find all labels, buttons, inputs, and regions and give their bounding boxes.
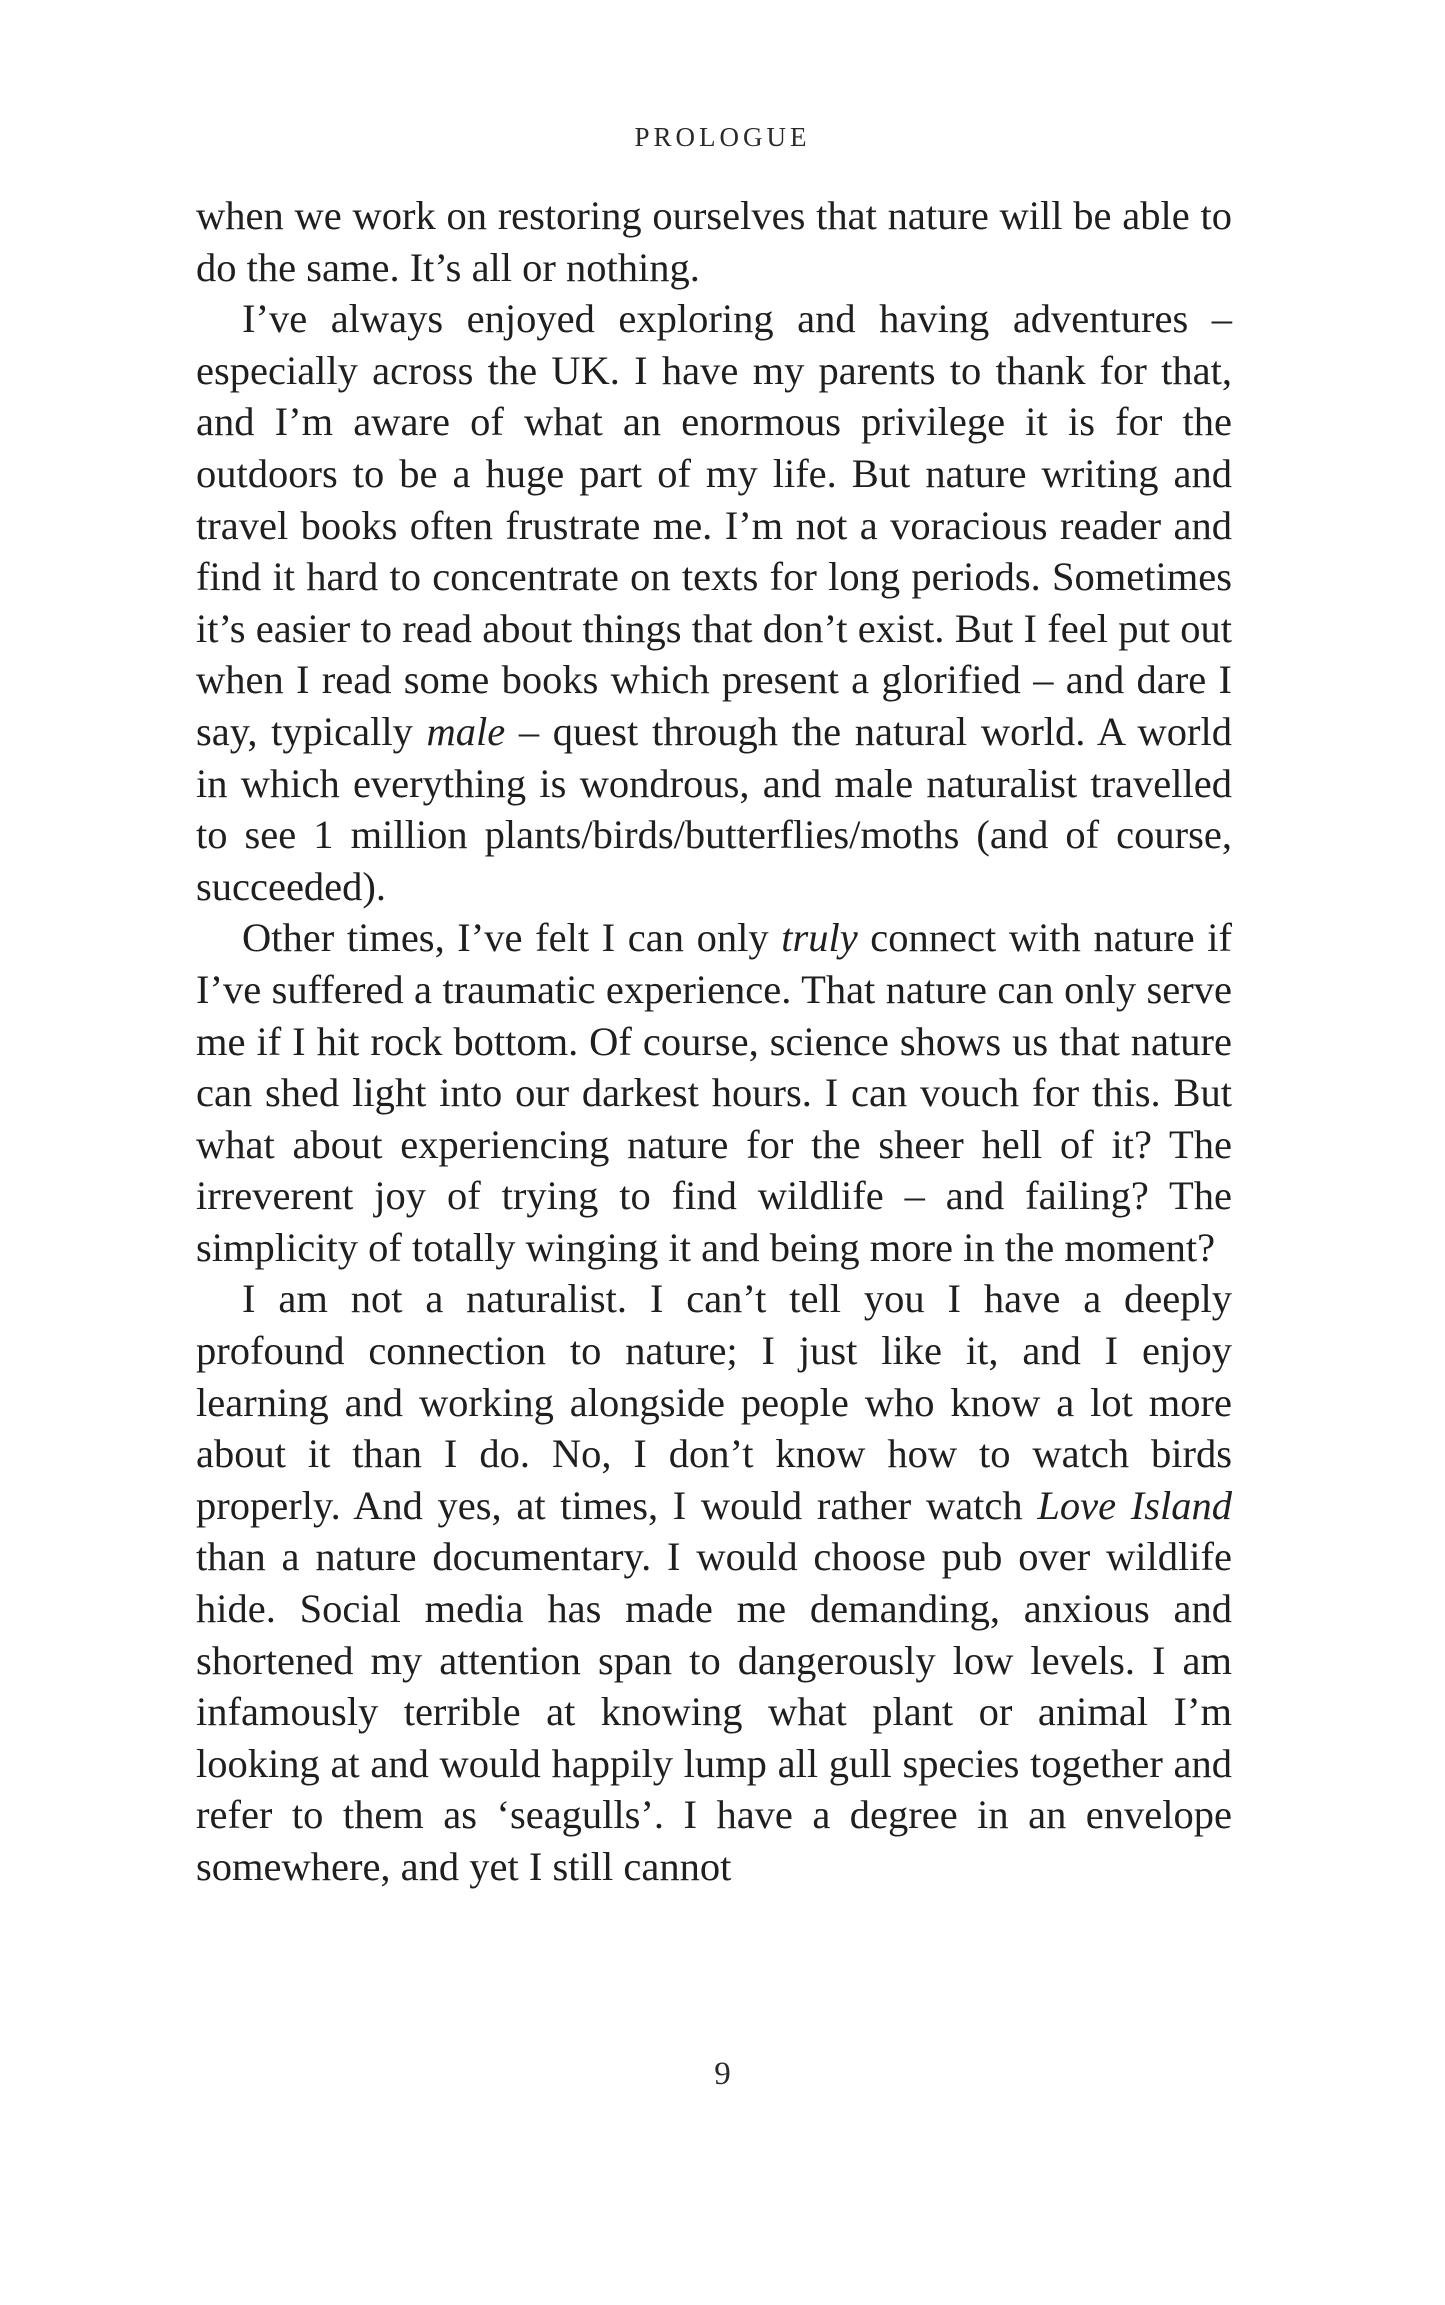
- paragraph-2-text: I’ve always enjoyed exploring and having adventures – especially across the UK. I have my parents to thank for that, and I’m aware of what an enormous privilege it is for the outdoors to be a huge part of my life. But nature writing and travel books often frustrate me. I’m not a voracious reader and find it hard to concentrate on texts for long periods. Sometimes it’s easier to read about things that don’t exist. But I feel put out when I read some books which present a glorified – and dare I say, typically: [196, 296, 1232, 754]
- page-number: 9: [714, 2056, 731, 2092]
- paragraph-4-start: I am not a naturalist. I can’t tell you I have a deeply profound connection to nature; I just like it, and I enjoy learning and working alongside people who know a lot more about it than I do. No, I don’t know how to watch birds properly. And yes, at times, I would rather watch: [196, 1276, 1232, 1528]
- paragraph-2: [196, 293, 1232, 912]
- paragraph-4-end: than a nature documentary. I would choose pub over wildlife hide. Social media has made me demanding, anxious and shortened my attention span to dangerously low levels. I am infamously terrible at knowing what plant or animal I’m looking at and would happily lump all gull species together and refer to them as ‘seagulls’. I have a degree in an envelope somewhere, and yet I still cannot: [196, 1534, 1232, 1889]
- paragraph-3: [196, 912, 1232, 1273]
- paragraph-2-end: – quest through the natural world. A world in which everything is wondrous, and male naturalist travelled to see 1 million plants/birds/butterflies/moths (and of course, succeeded).: [196, 708, 1233, 909]
- running-head: PROLOGUE: [634, 122, 811, 152]
- paragraph-1: when we work on restoring ourselves that nature will be able to do the same. It’s all or nothing.: [196, 193, 1232, 290]
- body-text: [196, 190, 1232, 1893]
- paragraph-3-end: connect with nature if I’ve suffered a traumatic experience. That nature can only serve me if I hit rock bottom. Of course, science shows us that nature can shed light into our darkest hours. I can vouch for this. But what about experiencing nature for the sheer hell of it? The irreverent joy of trying to find wildlife – and failing? The simplicity of totally winging it and being more in the moment?: [196, 915, 1232, 1270]
- paragraph-4-italic: Love Island: [1037, 1482, 1232, 1528]
- paragraph-4: [196, 1273, 1232, 1892]
- paragraph-3-italic: truly: [781, 915, 858, 961]
- paragraph-3-start: Other times, I’ve felt I can only: [242, 915, 769, 961]
- paragraph-2-italic: male: [426, 708, 506, 754]
